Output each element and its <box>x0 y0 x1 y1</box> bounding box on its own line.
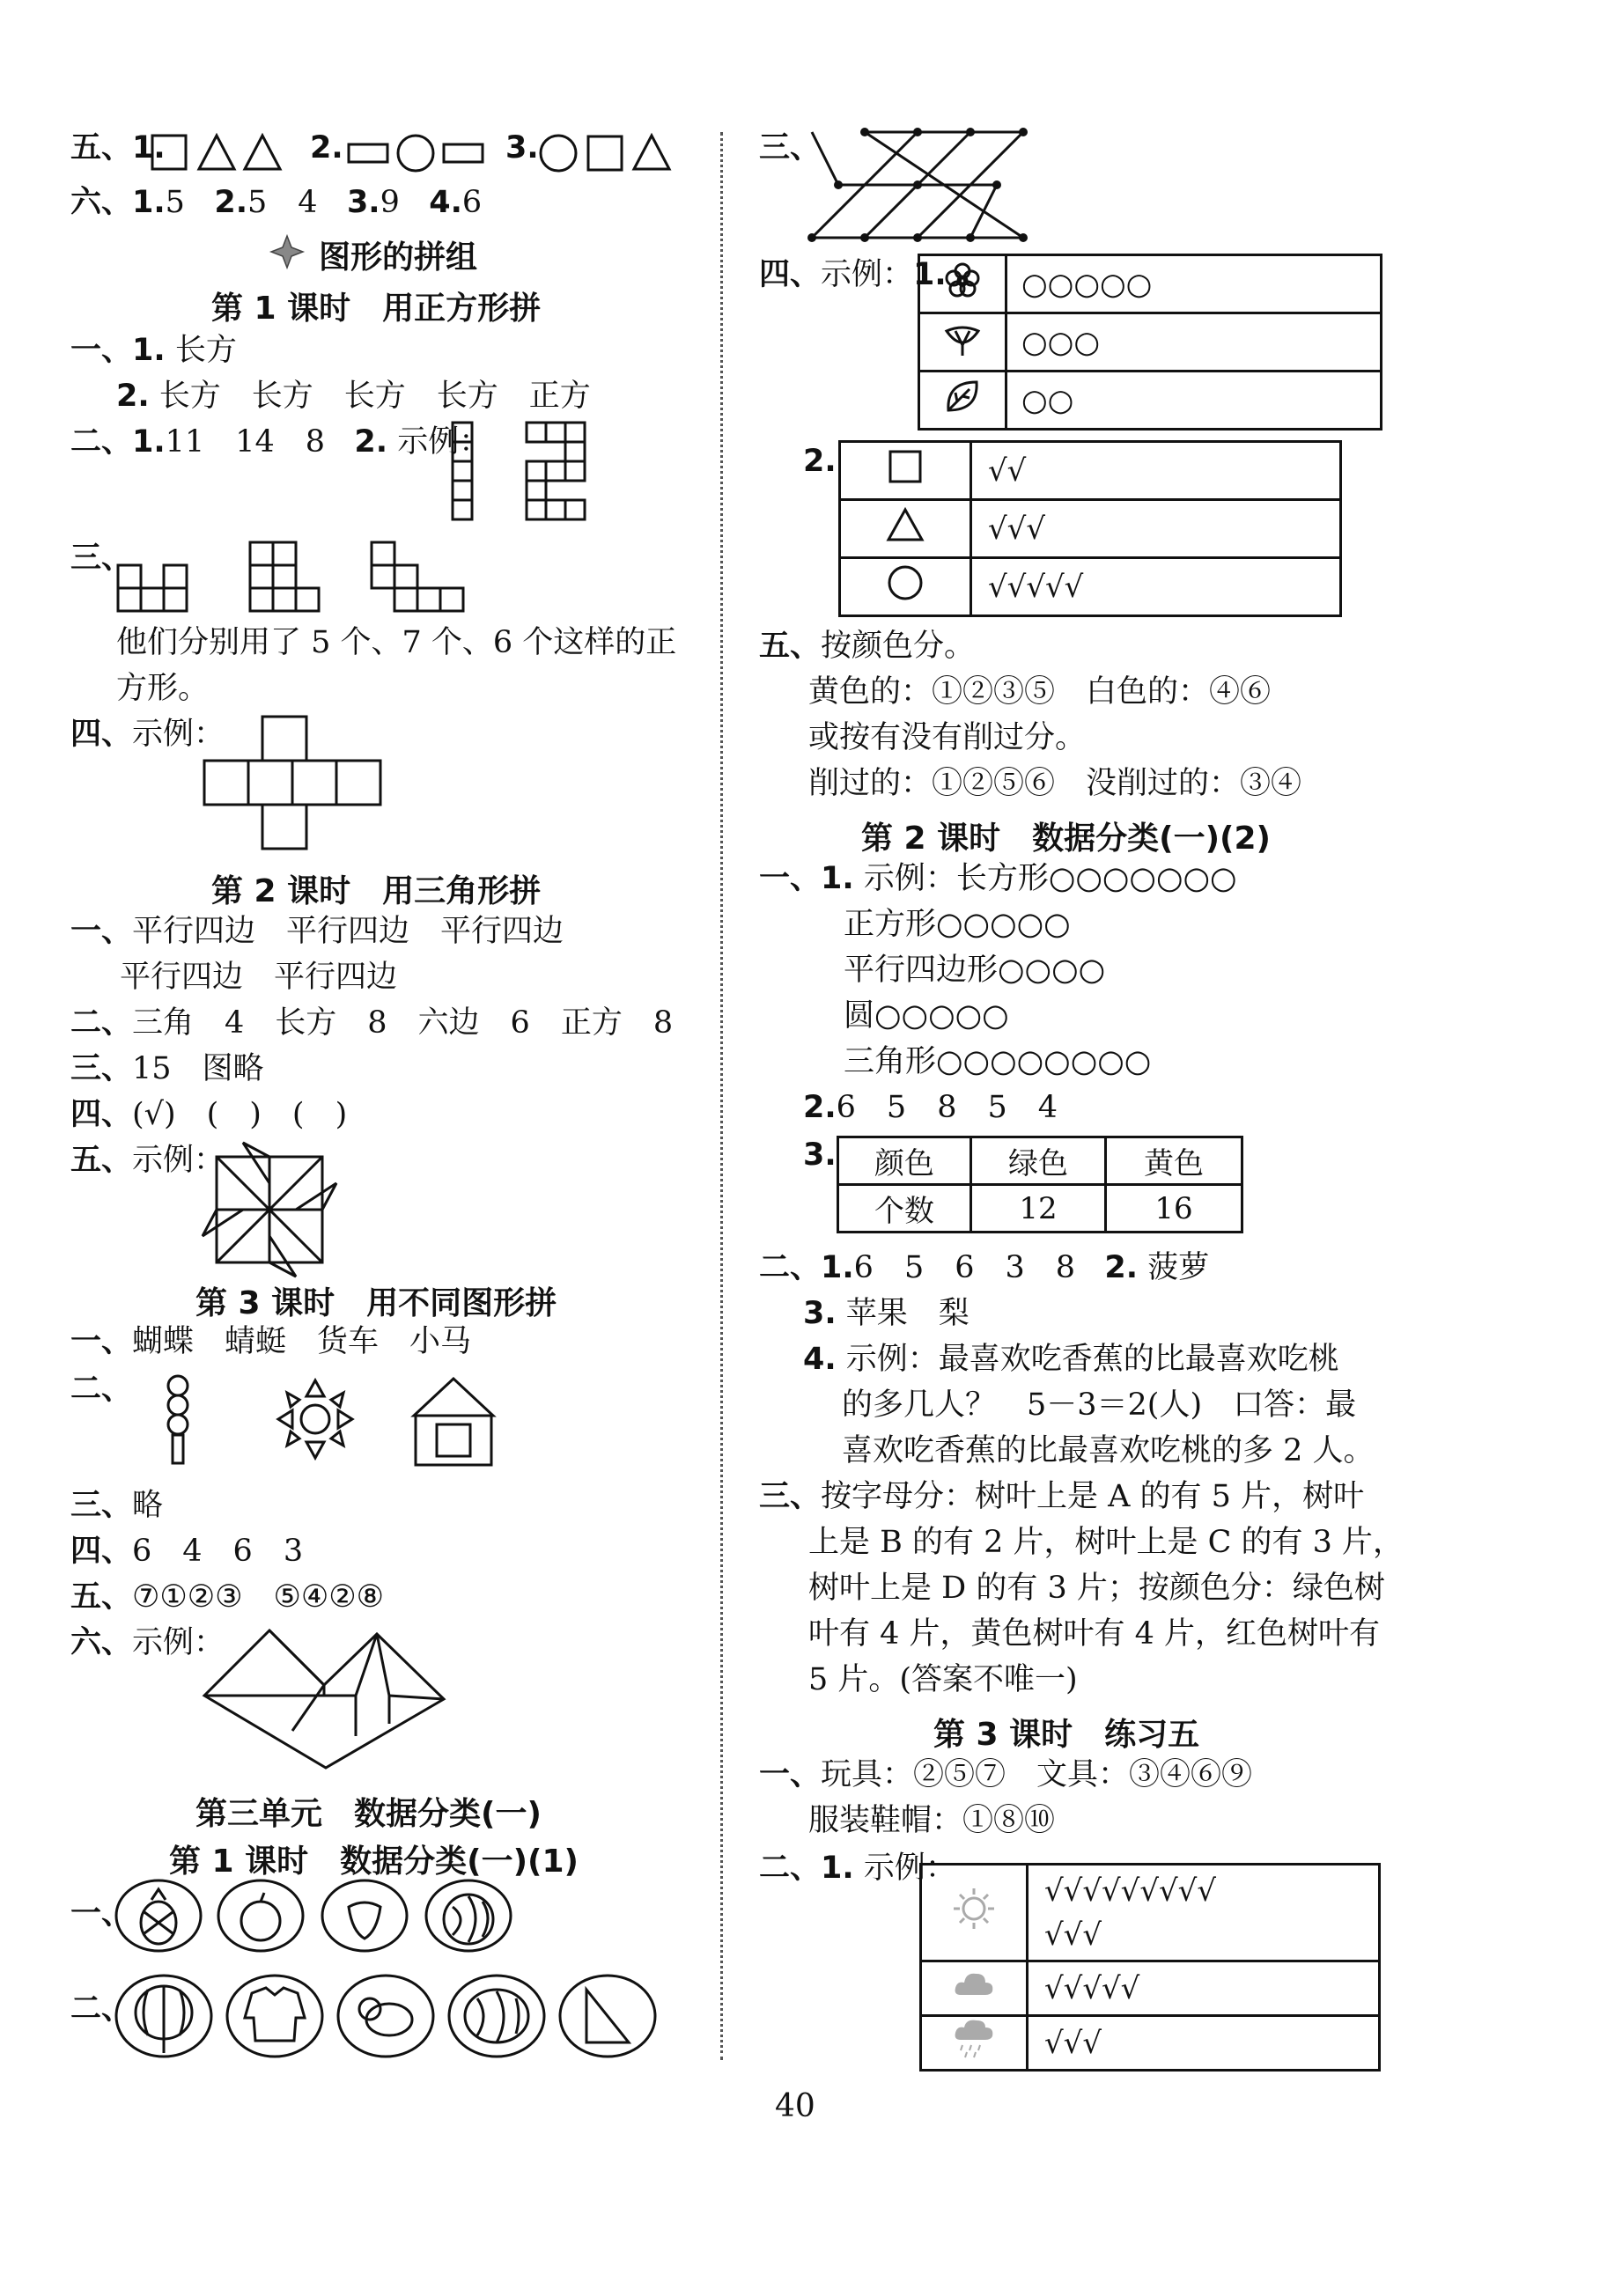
check-count: √√ <box>971 442 1341 500</box>
five-square-column <box>451 421 477 526</box>
triangle-icon <box>840 500 971 558</box>
l-c1-q3-label: 三、 <box>70 541 133 576</box>
r-c3-q2: 二、1. 示例： <box>759 1851 956 1886</box>
left-q6-line: 六、1.5 2.5 4 3.9 4.6 <box>70 185 483 220</box>
column-divider <box>720 132 723 2060</box>
check-line: √√√√√√√√√ <box>1044 1873 1216 1909</box>
objects-row <box>113 1972 676 2060</box>
l-c3-q6: 六、示例： <box>70 1625 225 1660</box>
check-line: √√√ <box>1044 1917 1102 1953</box>
r-q5-title: 五、按颜色分。 <box>759 629 976 664</box>
r-q4-2-label: 2. <box>803 444 837 479</box>
fruits-row <box>113 1877 500 1956</box>
l-u1-q2-label: 二、 <box>70 1991 133 2027</box>
header-cell: 颜色 <box>838 1137 971 1185</box>
tally-count: ○○○ <box>1006 313 1382 372</box>
r-c2-q1-row1: 一、1. 示例：长方形○○○○○○○ <box>759 861 1237 896</box>
r-c2-ex2-4c: 喜欢吃香蕉的比最喜欢吃桃的多 2 人。 <box>842 1433 1375 1468</box>
r-c2-ex2-4a: 4. 示例：最喜欢吃香蕉的比最喜欢吃桃 <box>803 1342 1339 1377</box>
table-row <box>840 500 1341 558</box>
l-c3-q3: 三、略 <box>70 1488 164 1523</box>
r-q4-1: 四、示例：1. <box>759 257 947 292</box>
weather-tally-table <box>919 1863 1381 2072</box>
r-q5-a: 黄色的：①②③⑤ 白色的：④⑥ <box>808 674 1272 710</box>
unit-lesson-1-title: 第 1 课时 数据分类(一)(1) <box>169 1843 579 1880</box>
l-c1-q1b: 2. 长方 长方 长方 长方 正方 <box>116 379 591 414</box>
rectangle-shape <box>444 144 483 162</box>
l-c1-q3-text1: 他们分别用了 5 个、7 个、6 个这样的正 <box>116 625 677 660</box>
table-row <box>838 1185 1242 1233</box>
r-c2-ex2-3: 3. 苹果 梨 <box>803 1296 970 1331</box>
table-row <box>840 442 1341 500</box>
row-label: 个数 <box>838 1185 971 1233</box>
tally-count: ○○○○○ <box>1006 255 1382 313</box>
square-shape <box>588 136 622 170</box>
l-u1-q1-label: 一、 <box>70 1896 133 1932</box>
r-q3-label: 三、 <box>759 130 822 166</box>
check-tally <box>1028 1865 1380 1961</box>
shapes-composition <box>159 1373 528 1470</box>
table-row <box>921 1961 1380 2016</box>
circle-icon <box>840 558 971 616</box>
r-c2-ex3-b: 上是 B 的有 2 片，树叶上是 C 的有 3 片， <box>808 1525 1405 1560</box>
left-q5-3: 3. <box>505 130 539 166</box>
table-row <box>838 1137 1242 1185</box>
check-count: √√√√√ <box>971 558 1341 616</box>
value-cell: 16 <box>1106 1185 1242 1233</box>
leaf-icon <box>919 372 1006 430</box>
l-c1-q3-text2: 方形。 <box>116 671 210 706</box>
r-c2-q1-row3: 平行四边形○○○○ <box>844 953 1106 988</box>
leaf-tally-table <box>918 254 1382 430</box>
check-tally: √√√√√ <box>1028 1961 1380 2016</box>
r-c3-q1a: 一、玩具：②⑤⑦ 文具：③④⑥⑨ <box>759 1757 1253 1792</box>
cross-squares <box>201 715 386 856</box>
r-c2-ex3-e: 5 片。(答案不唯一) <box>808 1662 1078 1697</box>
circle-shape <box>398 136 433 171</box>
r-c2-ex2-4b: 的多几人？ 5－3＝2(人) 口答：最 <box>842 1387 1357 1423</box>
r-c2-ex2-1: 二、1.6 5 6 3 8 2. 菠萝 <box>759 1250 1210 1285</box>
cloud-icon <box>921 1961 1028 2016</box>
l-c3-q1: 一、蝴蝶 蜻蜓 货车 小马 <box>70 1324 472 1359</box>
square-combos <box>116 539 486 618</box>
r-c2-ex3-d: 叶有 4 片，黄色树叶有 4 片，红色树叶有 <box>808 1616 1381 1652</box>
r-c2-ex3-c: 树叶上是 D 的有 3 片；按颜色分：绿色树 <box>808 1571 1385 1606</box>
table-row <box>919 372 1382 430</box>
lesson-2-title: 第 2 课时 用三角形拼 <box>211 873 542 909</box>
square-shape <box>152 136 186 169</box>
compass-icon <box>269 234 305 269</box>
heart-tangram <box>201 1625 447 1775</box>
shape-row-1 <box>150 132 299 176</box>
header-cell: 黄色 <box>1106 1137 1242 1185</box>
l-c3-q2-label: 二、 <box>70 1372 133 1407</box>
z-square-shape <box>525 421 595 526</box>
l-c1-q1a: 一、1. 长方 <box>70 333 237 368</box>
triangle-shape <box>634 136 669 169</box>
l-c1-q4: 四、示例： <box>70 717 225 752</box>
rectangle-shape <box>349 144 387 162</box>
l-c2-q1a: 一、平行四边 平行四边 平行四边 <box>70 914 564 949</box>
color-count-table <box>837 1136 1243 1233</box>
lesson-3-title: 第 3 课时 用不同图形拼 <box>195 1285 557 1321</box>
section-title: 图形的拼组 <box>319 239 478 276</box>
matching-lines <box>801 123 1039 247</box>
unit-title: 第三单元 数据分类(一) <box>195 1796 542 1832</box>
ginkgo-leaf-icon <box>919 313 1006 372</box>
page-number: 40 <box>775 2088 815 2124</box>
table-row <box>840 558 1341 616</box>
r-q5-b: 或按有没有削过分。 <box>808 720 1087 755</box>
square-icon <box>840 442 971 500</box>
l-c2-q3: 三、15 图略 <box>70 1051 264 1086</box>
check-count: √√√ <box>971 500 1341 558</box>
shape-tally-table <box>838 440 1342 617</box>
circle-shape <box>541 136 576 171</box>
l-c3-q5: 五、⑦①②③ ⑤④②⑧ <box>70 1579 385 1615</box>
tally-count: ○○ <box>1006 372 1382 430</box>
r-c2-q3-label: 3. <box>803 1137 837 1173</box>
flower-icon <box>919 255 1006 313</box>
rain-icon <box>921 2016 1028 2071</box>
triangle-shape <box>245 136 280 169</box>
pinwheel-figure <box>199 1141 340 1273</box>
lesson-1-title: 第 1 课时 用正方形拼 <box>211 291 542 327</box>
l-c2-q1b: 平行四边 平行四边 <box>120 960 398 995</box>
l-c2-q4: 四、(√) ( ) ( ) <box>70 1097 348 1132</box>
table-row <box>921 1865 1380 1961</box>
l-c2-q5: 五、示例： <box>70 1143 225 1178</box>
l-c3-q4: 四、6 4 6 3 <box>70 1534 304 1569</box>
table-row <box>921 2016 1380 2071</box>
l-c1-q2: 二、1.11 14 8 2. 示例： <box>70 424 490 460</box>
left-q5-2: 2. <box>310 130 343 166</box>
sun-icon <box>921 1865 1028 1961</box>
r-q5-c: 削过的：①②⑤⑥ 没削过的：③④ <box>808 766 1302 801</box>
l-c2-q2: 二、三角 4 长方 8 六边 6 正方 8 <box>70 1005 674 1041</box>
shape-row-2 <box>345 132 504 176</box>
r-lesson-2-title: 第 2 课时 数据分类(一)(2) <box>861 821 1271 857</box>
value-cell: 12 <box>971 1185 1106 1233</box>
r-c2-q1-row2: 正方形○○○○○ <box>844 907 1071 942</box>
left-q5-label: 五、1. <box>70 130 166 166</box>
shape-row-3 <box>539 132 689 176</box>
table-row <box>919 255 1382 313</box>
r-c2-q1-row4: 圆○○○○○ <box>844 998 1009 1034</box>
table-row <box>919 313 1382 372</box>
check-tally: √√√ <box>1028 2016 1380 2071</box>
triangle-shape <box>199 136 234 169</box>
header-cell: 绿色 <box>971 1137 1106 1185</box>
r-c3-q1b: 服装鞋帽：①⑧⑩ <box>808 1803 1056 1838</box>
r-c2-q1-row5: 三角形○○○○○○○○ <box>844 1044 1152 1079</box>
r-c2-ex3-a: 三、按字母分：树叶上是 A 的有 5 片，树叶 <box>759 1479 1365 1514</box>
r-lesson-3-title: 第 3 课时 练习五 <box>933 1717 1200 1753</box>
r-c2-q2: 2.6 5 8 5 4 <box>803 1090 1058 1125</box>
